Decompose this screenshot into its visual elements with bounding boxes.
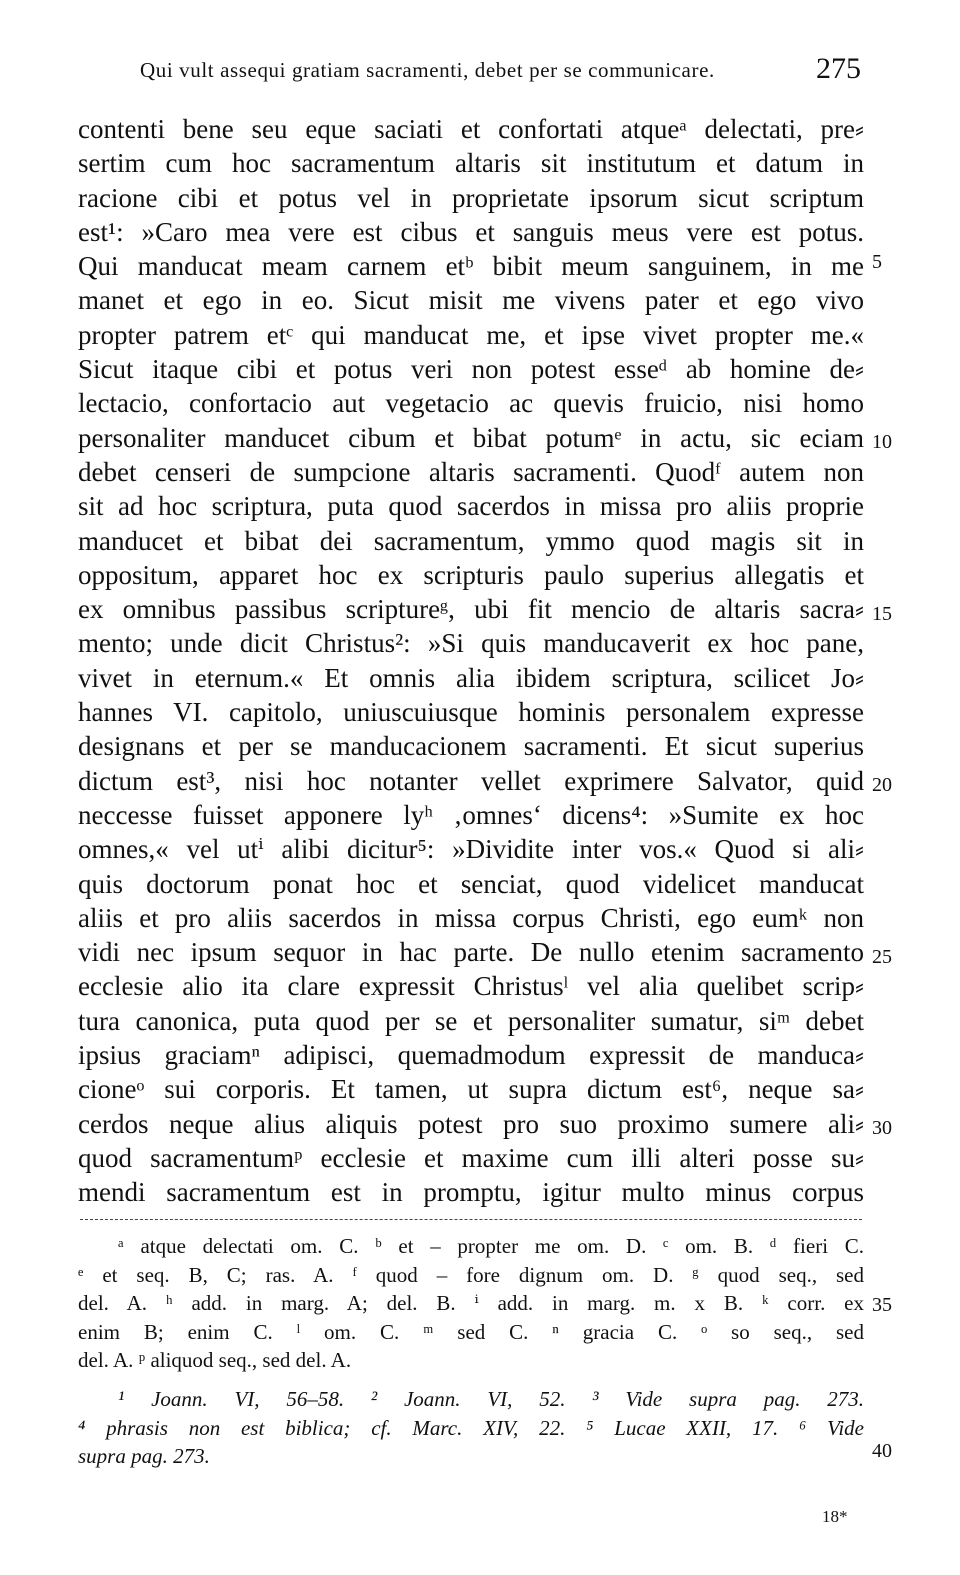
text-line: vivet in eternum.« Et omnis alia ibidem scriptura, scilicet Jo⸗ <box>78 662 864 693</box>
line-number: 40 <box>872 1440 892 1462</box>
text-line: sertim cum hoc sacramentum altaris sit institutum et datum in <box>78 148 864 179</box>
footnotes-block <box>78 1232 864 1471</box>
source-footnote-line: supra pag. 273. <box>78 1444 210 1469</box>
text-line: ecclesie alio ita clare expressit Christusˡ vel alia quelibet scrip⸗ <box>78 971 864 1002</box>
variant-footnote-line: enim B; enim C. ˡ om. C. ᵐ sed C. ⁿ gracia C. ᵒ so seq., sed <box>78 1319 864 1344</box>
source-footnote-line: ⁴ phrasis non est biblica; cf. Marc. XIV, 22. ⁵ Lucae XXII, 17. ⁶ Vide <box>78 1415 864 1440</box>
text-line: hannes VI. capitolo, uniuscuiusque hominis personalem expresse <box>78 697 864 728</box>
line-number: 5 <box>872 251 882 273</box>
footnote-divider <box>80 1219 862 1220</box>
running-title: Qui vult assequi gratiam sacramenti, debet per se communicare. <box>140 58 715 82</box>
text-line: mento; unde dicit Christus²: »Si quis manducaverit ex hoc pane, <box>78 628 864 659</box>
line-number: 35 <box>872 1294 892 1316</box>
text-line: mendi sacramentum est in promptu, igitur multo minus corpus <box>78 1177 864 1208</box>
text-line: Sicut itaque cibi et potus veri non potest esseᵈ ab homine de⸗ <box>78 354 864 385</box>
line-number: 20 <box>872 774 892 796</box>
text-line: neccesse fuisset apponere lyʰ ‚omnes‘ dicens⁴: »Sumite ex hoc <box>78 799 864 830</box>
text-line: aliis et pro aliis sacerdos in missa corpus Christi, ego eumᵏ non <box>78 902 864 933</box>
text-line: designans et per se manducacionem sacramenti. Et sicut superius <box>78 731 864 762</box>
text-line: contenti bene seu eque saciati et confortati atqueᵃ delectati, pre⸗ <box>78 114 864 144</box>
text-line: racione cibi et potus vel in proprietate ipsorum sicut scriptum <box>78 182 864 213</box>
text-line: cioneᵒ sui corporis. Et tamen, ut supra dictum est⁶, neque sa⸗ <box>78 1074 864 1105</box>
text-line: debet censeri de sumpcione altaris sacramenti. Quodᶠ autem non <box>78 456 864 487</box>
text-line: Qui manducat meam carnem etᵇ bibit meum sanguinem, in me <box>78 251 864 282</box>
line-number: 15 <box>872 603 892 625</box>
text-line: omnes,« vel utⁱ alibi dicitur⁵: »Dividite inter vos.« Quod si ali⸗ <box>78 834 864 865</box>
main-text-block <box>78 112 864 1210</box>
line-number: 30 <box>872 1117 892 1139</box>
text-line: sit ad hoc scriptura, puta quod sacerdos in missa pro aliis proprie <box>78 491 864 522</box>
text-line: cerdos neque alius aliquis potest pro suo proximo sumere ali⸗ <box>78 1108 864 1139</box>
text-line: est¹: »Caro mea vere est cibus et sanguis meus vere est potus. <box>78 216 864 247</box>
text-line: tura canonica, puta quod per se et personaliter sumatur, siᵐ debet <box>78 1005 864 1036</box>
variant-footnote-line: del. A. ᵖ aliquod seq., sed del. A. <box>78 1348 352 1373</box>
text-line: quis doctorum ponat hoc et senciat, quod videlicet manducat <box>78 868 864 899</box>
source-footnote-line: ¹ Joann. VI, 56–58. ² Joann. VI, 52. ³ Vide supra pag. 273. <box>118 1386 864 1411</box>
text-line: ipsius graciamⁿ adipisci, quemadmodum expressit de manduca⸗ <box>78 1040 864 1071</box>
variant-footnote-line: ᵃ atque delectati om. C. ᵇ et – propter me om. D. ᶜ om. B. ᵈ fieri C. <box>118 1234 864 1258</box>
text-line: personaliter manducet cibum et bibat potumᵉ in actu, sic eciam <box>78 422 864 453</box>
text-line: propter patrem etᶜ qui manducat me, et ipse vivet propter me.« <box>78 319 864 350</box>
line-number: 25 <box>872 946 892 968</box>
variant-footnote-line: ᵉ et seq. B, C; ras. A. ᶠ quod – fore dignum om. D. ᵍ quod seq., sed <box>78 1262 864 1287</box>
text-line: manducet et bibat dei sacramentum, ymmo quod magis sit in <box>78 525 864 556</box>
text-line: dictum est³, nisi hoc notanter vellet exprimere Salvator, quid <box>78 765 864 796</box>
variant-footnote-line: del. A. ʰ add. in marg. A; del. B. ⁱ add. in marg. m. x B. ᵏ corr. ex <box>78 1291 864 1316</box>
line-number: 10 <box>872 431 892 453</box>
page-number: 275 <box>816 52 861 85</box>
signature-mark: 18* <box>822 1507 848 1526</box>
text-line: manet et ego in eo. Sicut misit me vivens pater et ego vivo <box>78 285 864 316</box>
text-line: oppositum, apparet hoc ex scripturis paulo superius allegatis et <box>78 559 864 590</box>
text-line: vidi nec ipsum sequor in hac parte. De nullo etenim sacramento <box>78 937 864 968</box>
text-line: quod sacramentumᵖ ecclesie et maxime cum illi alteri posse su⸗ <box>78 1142 864 1173</box>
text-line: lectacio, confortacio aut vegetacio ac quevis fruicio, nisi homo <box>78 388 864 419</box>
text-line: ex omnibus passibus scriptureᵍ, ubi fit mencio de altaris sacra⸗ <box>78 594 864 625</box>
